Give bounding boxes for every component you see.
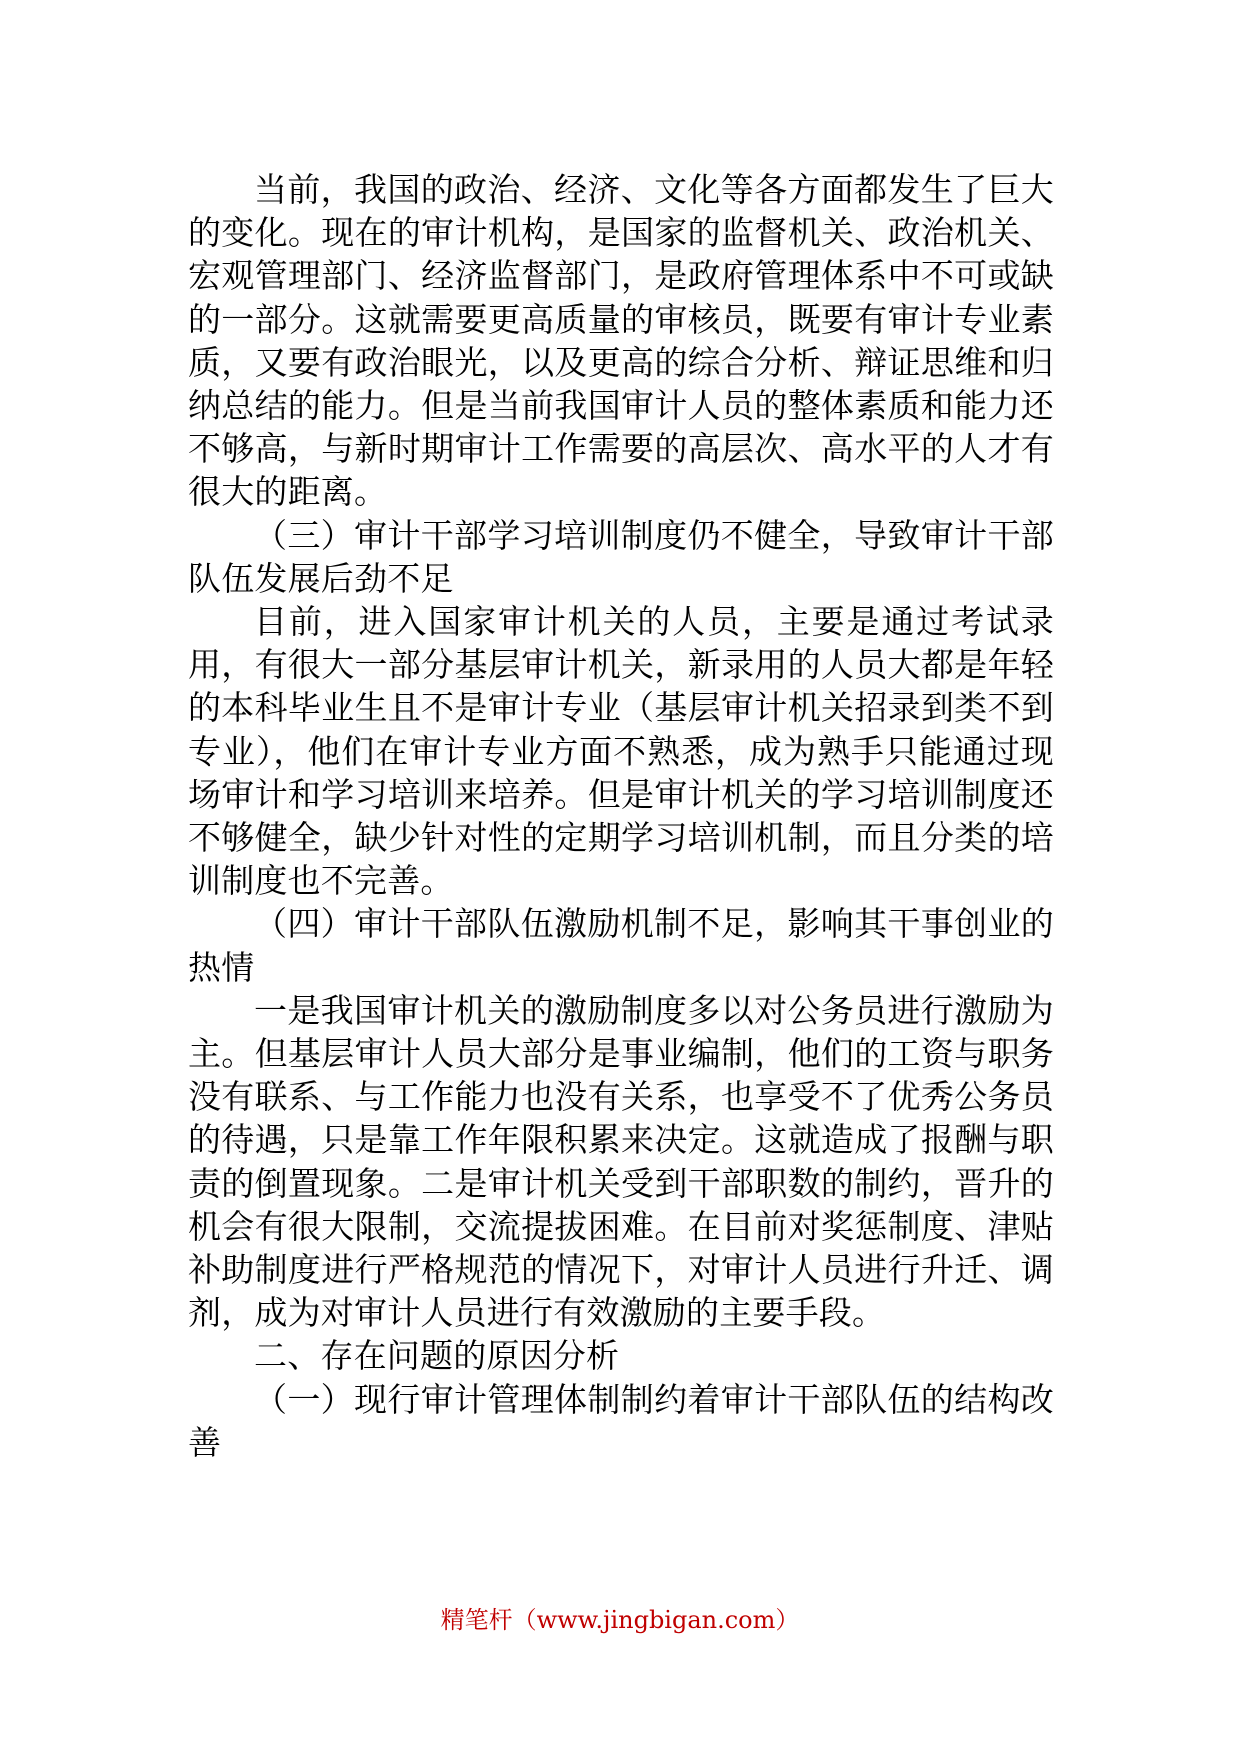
heading-cause-analysis: 二、存在问题的原因分析 bbox=[254, 1336, 620, 1376]
document-body bbox=[188, 168, 1054, 1464]
footer-watermark: 精笔杆（www.jingbigan.com） bbox=[440, 1606, 800, 1634]
heading-incentive-mechanism: （四）审计干部队伍激励机制不足，影响其干事创业的热情 bbox=[188, 904, 1054, 987]
paragraph-quality-requirement: 当前，我国的政治、经济、文化等各方面都发生了巨大的变化。现在的审计机构，是国家的监督机关、政治机关、宏观管理部门、经济监督部门，是政府管理体系中不可或缺的一部分。这就需要更高质量的审核员，既要有审计专业素质，又要有政治眼光，以及更高的综合分析、辩证思维和归纳总结的能力。但是当前我国审计人员的整体素质和能力还不够高，与新时期审计工作需要的高层次、高水平的人才有很大的距离。 bbox=[188, 170, 1054, 512]
heading-training-system: （三）审计干部学习培训制度仍不健全，导致审计干部队伍发展后劲不足 bbox=[188, 515, 1054, 598]
paragraph-recruitment-training: 目前，进入国家审计机关的人员，主要是通过考试录用，有很大一部分基层审计机关，新录用的人员大都是年轻的本科毕业生且不是审计专业（基层审计机关招录到类不到专业），他们在审计专业方面不熟悉，成为熟手只能通过现场审计和学习培训来培养。但是审计机关的学习培训制度还不够健全，缺少针对性的定期学习培训机制，而且分类的培训制度也不完善。 bbox=[188, 602, 1054, 901]
paragraph-incentive-details: 一是我国审计机关的激励制度多以对公务员进行激励为主。但基层审计人员大部分是事业编制，他们的工资与职务没有联系、与工作能力也没有关系，也享受不了优秀公务员的待遇，只是靠工作年限积累来决定。这就造成了报酬与职责的倒置现象。二是审计机关受到干部职数的制约，晋升的机会有很大限制，交流提拔困难。在目前对奖惩制度、津贴补助制度进行严格规范的情况下，对审计人员进行升迁、调剂，成为对审计人员进行有效激励的主要手段。 bbox=[188, 990, 1054, 1333]
heading-management-system: （一）现行审计管理体制制约着审计干部队伍的结构改善 bbox=[188, 1379, 1054, 1462]
